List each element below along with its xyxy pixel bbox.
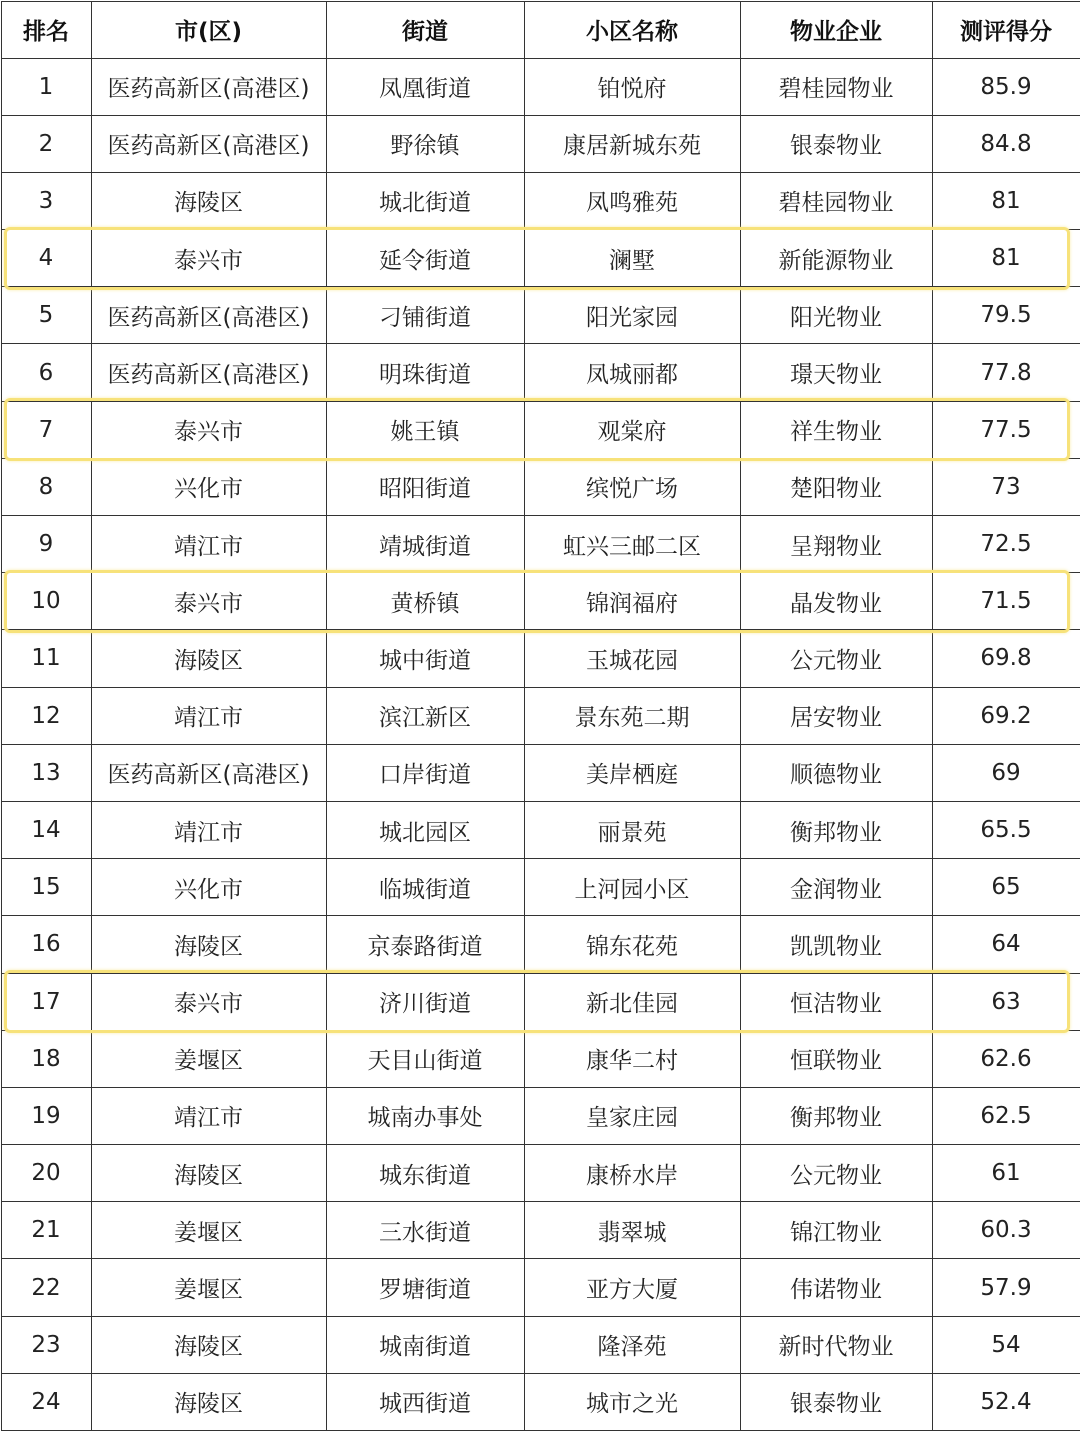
cell-rank: 15 <box>1 859 91 916</box>
cell-community: 上河园小区 <box>524 859 740 916</box>
cell-score: 62.6 <box>932 1030 1080 1087</box>
table-row <box>1 172 1080 229</box>
cell-rank: 22 <box>1 1259 91 1316</box>
cell-company: 金润物业 <box>740 859 932 916</box>
cell-community: 丽景苑 <box>524 801 740 858</box>
cell-street: 刁铺街道 <box>326 287 524 344</box>
cell-rank: 4 <box>1 230 91 287</box>
cell-company: 银泰物业 <box>740 1373 932 1430</box>
table-row <box>1 1145 1080 1202</box>
cell-district: 海陵区 <box>91 1316 326 1373</box>
cell-score: 69.8 <box>932 630 1080 687</box>
cell-rank: 11 <box>1 630 91 687</box>
cell-score: 60.3 <box>932 1202 1080 1259</box>
cell-rank: 23 <box>1 1316 91 1373</box>
cell-street: 城东街道 <box>326 1145 524 1202</box>
cell-community: 锦润福府 <box>524 573 740 630</box>
cell-district: 兴化市 <box>91 859 326 916</box>
cell-company: 公元物业 <box>740 630 932 687</box>
cell-street: 野徐镇 <box>326 115 524 172</box>
cell-district: 姜堰区 <box>91 1259 326 1316</box>
cell-community: 玉城花园 <box>524 630 740 687</box>
cell-street: 黄桥镇 <box>326 573 524 630</box>
cell-score: 73 <box>932 458 1080 515</box>
cell-company: 璟天物业 <box>740 344 932 401</box>
cell-street: 三水街道 <box>326 1202 524 1259</box>
cell-score: 65 <box>932 859 1080 916</box>
cell-rank: 24 <box>1 1373 91 1430</box>
cell-score: 85.9 <box>932 58 1080 115</box>
cell-district: 泰兴市 <box>91 973 326 1030</box>
header-street: 街道 <box>326 1 524 58</box>
cell-district: 靖江市 <box>91 801 326 858</box>
cell-district: 海陵区 <box>91 916 326 973</box>
cell-district: 海陵区 <box>91 1373 326 1430</box>
cell-district: 姜堰区 <box>91 1202 326 1259</box>
table-row <box>1 916 1080 973</box>
cell-district: 泰兴市 <box>91 573 326 630</box>
cell-rank: 1 <box>1 58 91 115</box>
table-row <box>1 230 1080 287</box>
header-company: 物业企业 <box>740 1 932 58</box>
table-row <box>1 287 1080 344</box>
cell-community: 阳光家园 <box>524 287 740 344</box>
cell-street: 城北街道 <box>326 172 524 229</box>
cell-district: 靖江市 <box>91 1087 326 1144</box>
cell-district: 海陵区 <box>91 630 326 687</box>
table-row <box>1 1316 1080 1373</box>
cell-score: 77.8 <box>932 344 1080 401</box>
cell-company: 碧桂园物业 <box>740 58 932 115</box>
table-row <box>1 744 1080 801</box>
cell-rank: 8 <box>1 458 91 515</box>
cell-community: 城市之光 <box>524 1373 740 1430</box>
cell-company: 呈翔物业 <box>740 516 932 573</box>
cell-community: 锦东花苑 <box>524 916 740 973</box>
cell-rank: 12 <box>1 687 91 744</box>
table-row <box>1 687 1080 744</box>
cell-community: 亚方大厦 <box>524 1259 740 1316</box>
cell-street: 临城街道 <box>326 859 524 916</box>
cell-company: 银泰物业 <box>740 115 932 172</box>
cell-district: 靖江市 <box>91 687 326 744</box>
header-district: 市(区) <box>91 1 326 58</box>
cell-score: 65.5 <box>932 801 1080 858</box>
cell-score: 84.8 <box>932 115 1080 172</box>
header-rank: 排名 <box>1 1 91 58</box>
cell-company: 新能源物业 <box>740 230 932 287</box>
cell-rank: 9 <box>1 516 91 573</box>
cell-community: 康华二村 <box>524 1030 740 1087</box>
cell-company: 晶发物业 <box>740 573 932 630</box>
cell-rank: 14 <box>1 801 91 858</box>
cell-community: 澜墅 <box>524 230 740 287</box>
cell-district: 医药高新区(高港区) <box>91 115 326 172</box>
cell-street: 天目山街道 <box>326 1030 524 1087</box>
cell-community: 观棠府 <box>524 401 740 458</box>
cell-street: 城西街道 <box>326 1373 524 1430</box>
cell-community: 凤城丽都 <box>524 344 740 401</box>
cell-community: 凤鸣雅苑 <box>524 172 740 229</box>
table-row <box>1 573 1080 630</box>
table-row <box>1 401 1080 458</box>
cell-score: 61 <box>932 1145 1080 1202</box>
table-row <box>1 344 1080 401</box>
cell-company: 锦江物业 <box>740 1202 932 1259</box>
cell-community: 皇家庄园 <box>524 1087 740 1144</box>
cell-community: 隆泽苑 <box>524 1316 740 1373</box>
cell-district: 靖江市 <box>91 516 326 573</box>
cell-score: 57.9 <box>932 1259 1080 1316</box>
cell-street: 京泰路街道 <box>326 916 524 973</box>
cell-rank: 7 <box>1 401 91 458</box>
cell-score: 64 <box>932 916 1080 973</box>
cell-street: 济川街道 <box>326 973 524 1030</box>
cell-score: 71.5 <box>932 573 1080 630</box>
cell-street: 罗塘街道 <box>326 1259 524 1316</box>
cell-street: 靖城街道 <box>326 516 524 573</box>
cell-community: 缤悦广场 <box>524 458 740 515</box>
cell-street: 城南办事处 <box>326 1087 524 1144</box>
table-body <box>1 58 1080 1431</box>
cell-district: 泰兴市 <box>91 230 326 287</box>
header-score: 测评得分 <box>932 1 1080 58</box>
cell-rank: 16 <box>1 916 91 973</box>
cell-rank: 17 <box>1 973 91 1030</box>
cell-rank: 21 <box>1 1202 91 1259</box>
cell-district: 医药高新区(高港区) <box>91 58 326 115</box>
cell-community: 翡翠城 <box>524 1202 740 1259</box>
cell-street: 姚王镇 <box>326 401 524 458</box>
cell-rank: 6 <box>1 344 91 401</box>
cell-score: 69 <box>932 744 1080 801</box>
cell-community: 美岸栖庭 <box>524 744 740 801</box>
cell-rank: 2 <box>1 115 91 172</box>
cell-community: 康居新城东苑 <box>524 115 740 172</box>
table-row <box>1 973 1080 1030</box>
cell-community: 新北佳园 <box>524 973 740 1030</box>
table-header-row <box>1 1 1080 58</box>
cell-company: 阳光物业 <box>740 287 932 344</box>
header-community: 小区名称 <box>524 1 740 58</box>
cell-street: 昭阳街道 <box>326 458 524 515</box>
cell-score: 62.5 <box>932 1087 1080 1144</box>
cell-company: 衡邦物业 <box>740 801 932 858</box>
cell-rank: 3 <box>1 172 91 229</box>
cell-company: 凯凯物业 <box>740 916 932 973</box>
cell-rank: 18 <box>1 1030 91 1087</box>
cell-score: 81 <box>932 230 1080 287</box>
cell-street: 滨江新区 <box>326 687 524 744</box>
cell-company: 碧桂园物业 <box>740 172 932 229</box>
cell-score: 69.2 <box>932 687 1080 744</box>
cell-street: 城中街道 <box>326 630 524 687</box>
cell-rank: 20 <box>1 1145 91 1202</box>
cell-street: 凤凰街道 <box>326 58 524 115</box>
cell-rank: 19 <box>1 1087 91 1144</box>
cell-company: 新时代物业 <box>740 1316 932 1373</box>
cell-company: 楚阳物业 <box>740 458 932 515</box>
cell-district: 海陵区 <box>91 1145 326 1202</box>
cell-company: 伟诺物业 <box>740 1259 932 1316</box>
table-row <box>1 1373 1080 1430</box>
cell-community: 铂悦府 <box>524 58 740 115</box>
cell-district: 医药高新区(高港区) <box>91 744 326 801</box>
table-row <box>1 630 1080 687</box>
table-row <box>1 58 1080 115</box>
table-row <box>1 1259 1080 1316</box>
cell-community: 虹兴三邮二区 <box>524 516 740 573</box>
cell-score: 79.5 <box>932 287 1080 344</box>
cell-score: 72.5 <box>932 516 1080 573</box>
table-row <box>1 1087 1080 1144</box>
cell-score: 63 <box>932 973 1080 1030</box>
cell-rank: 5 <box>1 287 91 344</box>
cell-district: 兴化市 <box>91 458 326 515</box>
cell-district: 海陵区 <box>91 172 326 229</box>
cell-district: 医药高新区(高港区) <box>91 344 326 401</box>
cell-street: 城南街道 <box>326 1316 524 1373</box>
table-row <box>1 859 1080 916</box>
cell-district: 医药高新区(高港区) <box>91 287 326 344</box>
cell-street: 口岸街道 <box>326 744 524 801</box>
cell-score: 54 <box>932 1316 1080 1373</box>
table-row <box>1 1030 1080 1087</box>
cell-score: 81 <box>932 172 1080 229</box>
cell-score: 52.4 <box>932 1373 1080 1430</box>
cell-street: 城北园区 <box>326 801 524 858</box>
table-row <box>1 458 1080 515</box>
table-row <box>1 516 1080 573</box>
cell-company: 居安物业 <box>740 687 932 744</box>
community-ranking-table <box>1 1 1080 1431</box>
cell-street: 明珠街道 <box>326 344 524 401</box>
cell-score: 77.5 <box>932 401 1080 458</box>
cell-street: 延令街道 <box>326 230 524 287</box>
cell-company: 顺德物业 <box>740 744 932 801</box>
cell-company: 恒洁物业 <box>740 973 932 1030</box>
cell-district: 泰兴市 <box>91 401 326 458</box>
cell-company: 恒联物业 <box>740 1030 932 1087</box>
cell-company: 公元物业 <box>740 1145 932 1202</box>
cell-company: 祥生物业 <box>740 401 932 458</box>
table-row <box>1 115 1080 172</box>
cell-rank: 10 <box>1 573 91 630</box>
table-row <box>1 801 1080 858</box>
cell-community: 景东苑二期 <box>524 687 740 744</box>
table-row <box>1 1202 1080 1259</box>
cell-community: 康桥水岸 <box>524 1145 740 1202</box>
cell-rank: 13 <box>1 744 91 801</box>
cell-company: 衡邦物业 <box>740 1087 932 1144</box>
cell-district: 姜堰区 <box>91 1030 326 1087</box>
